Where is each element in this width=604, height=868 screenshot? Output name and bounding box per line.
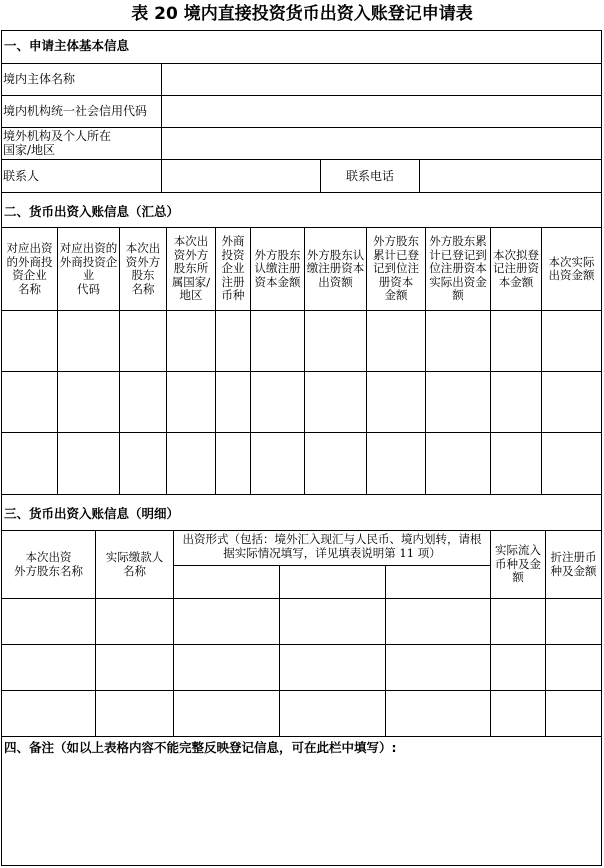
divider (320, 159, 321, 192)
credit-code-label: 境内机构统一社会信用代码 (3, 104, 148, 118)
divider (1, 192, 602, 193)
domestic-entity-name-field[interactable] (166, 72, 596, 90)
foreign-country-label: 境外机构及个人所在 国家/地区 (3, 129, 112, 157)
contact-label: 联系人 (3, 169, 40, 183)
table-row[interactable] (2, 433, 601, 494)
col-detail-shareholder: 本次出资 外方股东名称 (14, 550, 83, 578)
col-subscribed-capital: 外方股东 认缴注册 资本金额 (254, 247, 301, 289)
col-shareholder-name: 本次出 资外方 股东 名称 (125, 241, 161, 296)
credit-code-field[interactable] (166, 104, 596, 122)
table-row[interactable] (2, 311, 601, 371)
phone-field[interactable] (424, 169, 596, 187)
table-row[interactable] (2, 691, 601, 736)
divider (1, 159, 602, 160)
divider (1, 95, 602, 96)
section2-heading: 二、货币出资入账信息（汇总） (4, 204, 180, 219)
col-subscribed-contribution: 外方股东认 缴注册资本 出资额 (306, 247, 365, 289)
table-row[interactable] (2, 372, 601, 432)
divider (173, 565, 490, 566)
divider (1, 736, 602, 737)
col-shareholder-country: 本次出 资外方 股东所 属国家/ 地区 (171, 234, 211, 303)
col-actual-contribution: 本次实际 出资金额 (548, 254, 595, 282)
divider (1, 494, 602, 495)
table-row[interactable] (2, 645, 601, 690)
col-registered-currency: 外商 投资 企业 注册 币种 (221, 234, 245, 303)
col-detail-inflow-currency: 实际流入 币种及金 额 (495, 543, 541, 585)
divider (419, 159, 420, 192)
phone-label: 联系电话 (346, 169, 395, 183)
section3-heading: 三、货币出资入账信息（明细） (4, 506, 180, 521)
form-title: 表 20 境内直接投资货币出资入账登记申请表 (131, 4, 473, 24)
col-detail-contribution-form: 出资形式（包括：境外汇入现汇与人民币、境内划转，请根 据实际情况填写，详见填表说明第 11 项） (182, 532, 482, 560)
col-fie-code: 对应出资的 外商投资企 业 代码 (59, 241, 118, 296)
col-cumulative-registered: 外方股东 累计已登 记到位注 册资本 金额 (373, 234, 419, 303)
divider (161, 63, 162, 192)
table-row[interactable] (2, 599, 601, 644)
col-detail-payer: 实际缴款人 名称 (105, 550, 164, 578)
col-planned-registration: 本次拟登 记注册资 本金额 (493, 247, 539, 289)
col-detail-converted-currency: 折注册币 种及金额 (550, 550, 597, 578)
section1-heading: 一、申请主体基本信息 (4, 38, 130, 53)
divider (1, 63, 602, 64)
col-cumulative-actual: 外方股东累 计已登记到 位注册资本 实际出资金 额 (429, 234, 487, 303)
foreign-country-field[interactable] (166, 136, 596, 154)
domestic-entity-name-label: 境内主体名称 (3, 72, 76, 86)
section4-heading: 四、备注（如以上表格内容不能完整反映登记信息，可在此栏中填写）: (4, 740, 397, 755)
divider (1, 127, 602, 128)
remarks-field[interactable] (4, 760, 598, 862)
col-fie-name: 对应出资 的外商投 资企业 名称 (6, 241, 53, 296)
contact-field[interactable] (166, 169, 316, 187)
